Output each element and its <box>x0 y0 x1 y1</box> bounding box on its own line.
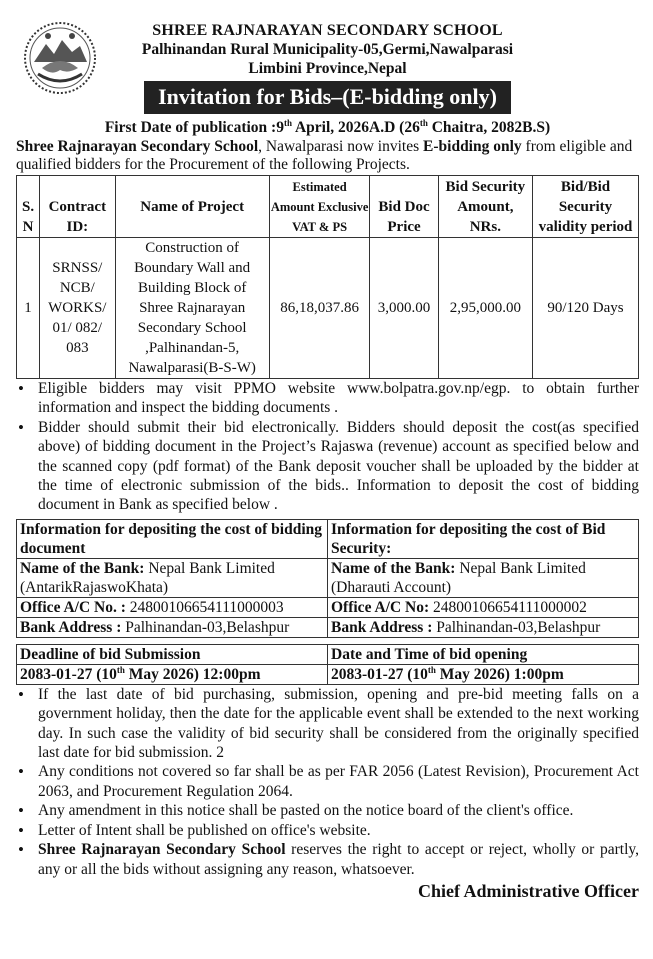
cell-project-name: Construction of Boundary Wall and Building Block of Shree Rajnarayan Secondary School ,Palhinandan-5, Nawalparasi(B-S-W) <box>115 238 269 379</box>
cell-bid-doc-price: 3,000.00 <box>370 238 438 379</box>
opening-title: Date and Time of bid opening <box>328 644 639 664</box>
signature: Chief Administrative Officer <box>418 880 639 901</box>
doc-bank-address: Bank Address : Palhinandan-03,Belashpur <box>17 617 328 637</box>
list-item: • Eligible bidders may visit PPMO website www.bolpatra.gov.np/egp. to obtain further information and inspect the bidding documents . <box>16 379 639 418</box>
col-validity: Bid/Bid Security validity period <box>533 176 639 238</box>
intro-text2: from eligible and qualified bidders for the Procurement of the following Projects. <box>16 138 633 173</box>
project-table <box>16 175 639 379</box>
conditions-list <box>16 685 639 879</box>
list-item: • Any conditions not covered so far shall be as per FAR 2056 (Latest Revision), Procurement Act 2063, and Procurement Regulation 2064. <box>16 762 639 801</box>
pubdate-sup2: th <box>419 117 428 128</box>
school-name: SHREE RAJNARAYAN SECONDARY SCHOOL <box>152 22 503 39</box>
list-item: • If the last date of bid purchasing, submission, opening and pre-bid meeting falls on a government holiday, then the date for the applicable event shall be extended to the next working day. In such case the validity of bid security shall be considered from the originally specified last date for bid submission. 2 <box>16 685 639 763</box>
project-table-header <box>17 176 639 238</box>
col-project-name: Name of Project <box>115 176 269 238</box>
list-item: • Bidder should submit their bid electronically. Bidders should deposit the cost(as specified above) of bidding document in the Project’s Rajaswa (revenue) account as specified below and the scanned copy (pdf format) of the Bank deposit voucher shall be uploaded by the bidder at the time of electronic submission of the bids.. Information to deposit the cost of bidding document in Bank as specified below . <box>16 418 639 515</box>
pubdate-suffix: Chaitra, 2082B.S) <box>427 119 551 136</box>
col-sn: S. N <box>17 176 40 238</box>
intro-school-name: Shree Rajnarayan Secondary School <box>16 138 259 155</box>
intro-bold: E-bidding only <box>423 138 522 155</box>
col-contract-id: Contract ID: <box>40 176 116 238</box>
doc-bank-name: Name of the Bank: Nepal Bank Limited (AntarikRajaswoKhata) <box>17 558 328 597</box>
bank-info-table <box>16 519 639 638</box>
col-bid-security: Bid Security Amount, NRs. <box>438 176 532 238</box>
security-bank-address: Bank Address : Palhinandan-03,Belashpur <box>328 617 639 637</box>
list-item: • Any amendment in this notice shall be pasted on the notice board of the client's office. <box>16 801 639 820</box>
school-address-line2: Limbini Province,Nepal <box>248 60 407 77</box>
doc-cost-title: Information for depositing the cost of bidding document <box>17 519 328 558</box>
deadline-table <box>16 644 639 685</box>
cell-bid-security: 2,95,000.00 <box>438 238 532 379</box>
pubdate-sup1: th <box>283 117 292 128</box>
deadline-title: Deadline of bid Submission <box>17 644 328 664</box>
school-address-line1: Palhinandan Rural Municipality-05,Germi,Nawalparasi <box>141 41 514 58</box>
cell-validity: 90/120 Days <box>533 238 639 379</box>
pubdate-prefix: First Date of publication :9 <box>104 119 284 136</box>
table-row <box>17 238 639 379</box>
col-estimated-amount: Estimated Amount Exclusive VAT & PS <box>269 176 370 238</box>
intro-text1: , Nawalparasi now invites <box>258 138 424 155</box>
doc-account-number: Office A/C No. : 24800106654111000003 <box>17 597 328 617</box>
intro-paragraph <box>16 138 639 174</box>
opening-date: 2083-01-27 (10th May 2026) 1:00pm <box>328 664 639 684</box>
nepal-emblem-icon <box>20 18 100 98</box>
security-account-number: Office A/C No: 24800106654111000002 <box>328 597 639 617</box>
security-bank-name: Name of the Bank: Nepal Bank Limited (Dharauti Account) <box>328 558 639 597</box>
cell-sn: 1 <box>17 238 40 379</box>
list-item: • Letter of Intent shall be published on office's website. <box>16 821 639 840</box>
cell-estimated-amount: 86,18,037.86 <box>269 238 370 379</box>
pubdate-mid: April, 2026A.D (26 <box>291 119 420 136</box>
instructions-list <box>16 379 639 515</box>
cell-contract-id: SRNSS/ NCB/ WORKS/ 01/ 082/ 083 <box>40 238 116 379</box>
security-title: Information for depositing the cost of Bid Security: <box>328 519 639 558</box>
list-item: • Shree Rajnarayan Secondary School reserves the right to accept or reject, wholly or partly, any or all the bids without assigning any reason, whatsoever. <box>16 840 639 879</box>
notice-title: Invitation for Bids–(E-bidding only) <box>144 81 511 114</box>
header <box>16 0 639 84</box>
deadline-date: 2083-01-27 (10th May 2026) 12:00pm <box>17 664 328 684</box>
banner-wrap <box>16 81 639 114</box>
col-bid-doc-price: Bid Doc Price <box>370 176 438 238</box>
publication-date <box>16 118 639 137</box>
